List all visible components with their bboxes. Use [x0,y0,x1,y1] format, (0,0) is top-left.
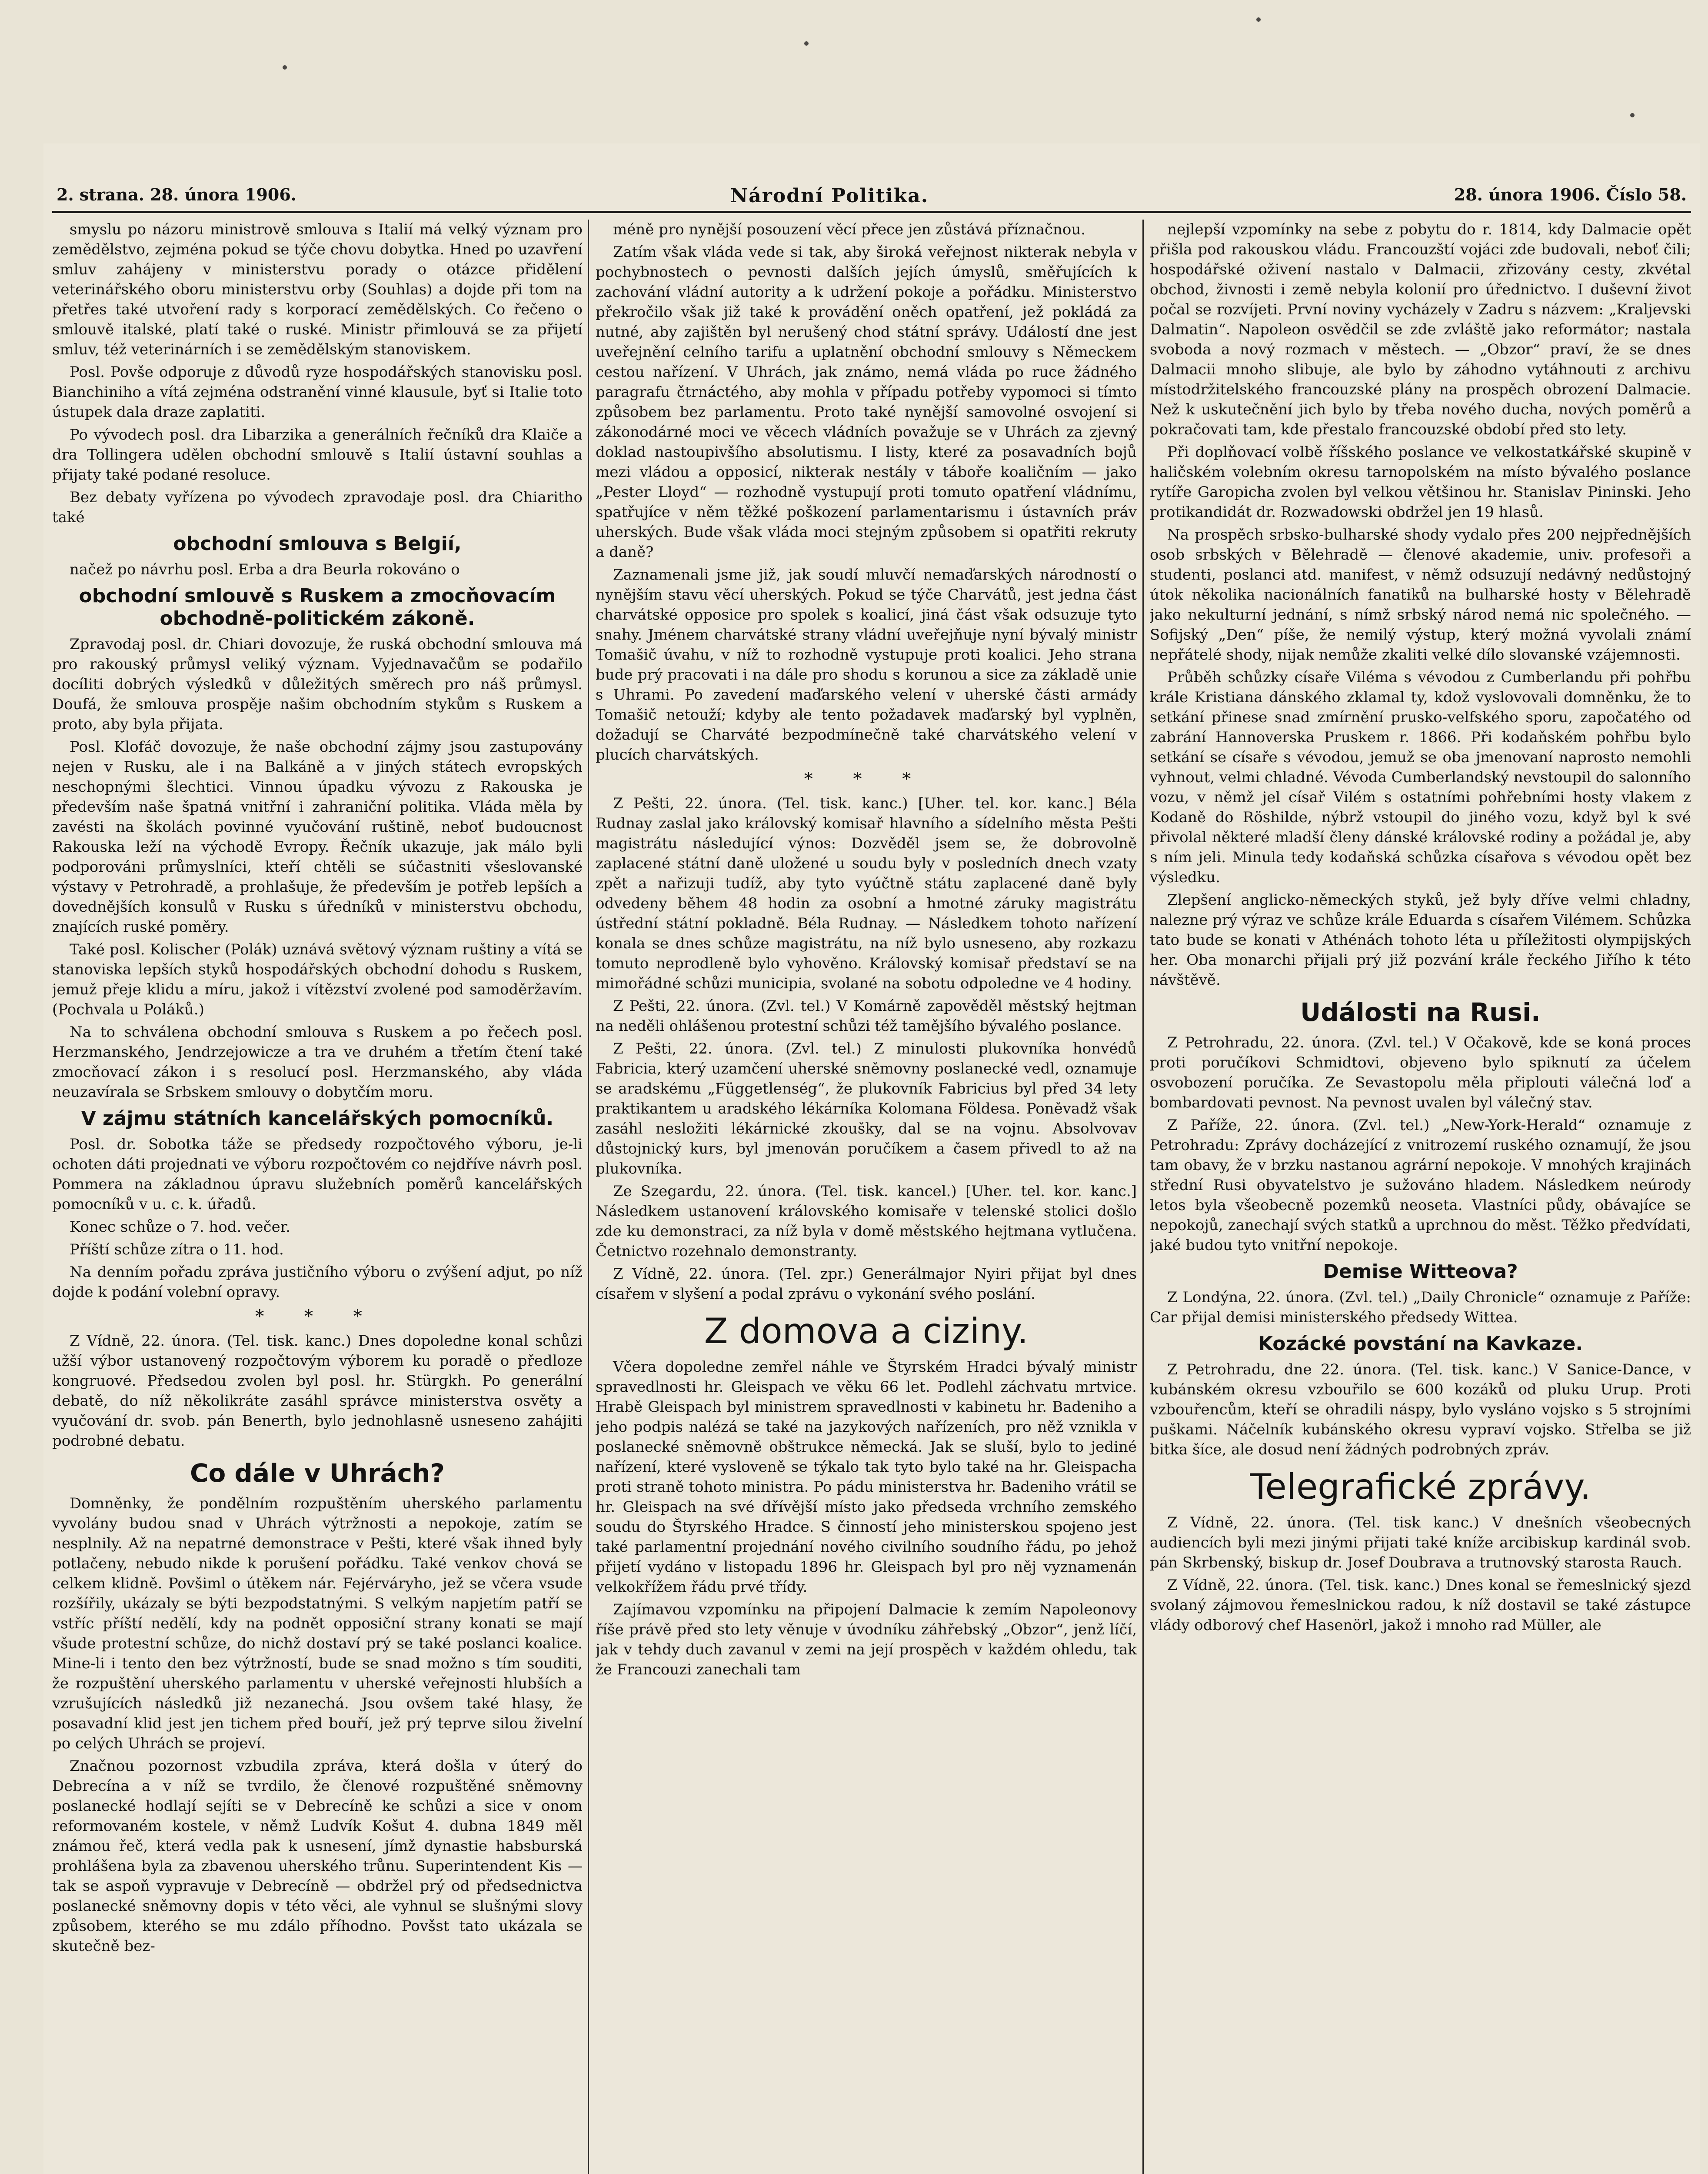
newspaper-page [43,143,1700,2174]
section-separator: * * * [255,1307,380,1327]
paragraph: Ze Szegardu, 22. února. (Tel. tisk. kancel.) [Uher. tel. kor. kanc.] Následkem ustanovení královského komisaře v telenské stolici došlo zde ku demonstraci, za níž byla v domě městského hejtmana vytlučena. Četnictvo rozehnalo demonstranty. [596,1183,1137,1260]
subheading: Kozácké povstání na Kavkaze. [1258,1333,1583,1355]
paragraph: Z Pešti, 22. února. (Zvl. tel.) V Komárně zapověděl městský hejtman na neděli ohlášenou protestní schůzi též tamějšího bývalého poslance. [596,997,1137,1035]
section-separator: * * * [804,769,929,789]
speck [804,41,809,46]
paragraph: Z Petrohradu, 22. února. (Zvl. tel.) V Očakově, kde se koná proces proti poručíkovi Schmidtovi, objeveno bylo spiknutí za účelem osvobození poručíka. Ze Sevastopolu měla připlouti válečná loď a bombardovati pevnost. Na pevnost uvalen byl válečný stav. [1150,1034,1691,1111]
subheading: obchodní smlouva s Belgií, [173,533,462,555]
paragraph: Zajímavou vzpomínku na připojení Dalmacie k zemím Napoleonovy říše právě před sto lety věnuje v úvodníku záhřebský „Obzor“, jenž líčí, jak v tehdy duch zavanul v zemi na její prospěch v každém ohledu, tak že Francouzi zanechali tam [596,1601,1137,1678]
speck [1630,113,1635,117]
column-1 [52,220,583,2174]
paragraph: Z Londýna, 22. února. (Zvl. tel.) „Daily Chronicle“ oznamuje z Paříže: Car přijal demisi ministerského předsedy Wittea. [1150,1289,1691,1326]
paragraph: Bez debaty vyřízena po vývodech zpravodaje posl. dra Chiaritho také [52,489,583,526]
article-headline: Co dále v Uhrách? [190,1458,445,1488]
article-headline: Události na Rusi. [1300,997,1541,1027]
paragraph: Posl. dr. Sobotka táže se předsedy rozpočtového výboru, je-li ochoten dáti projednati ve výboru rozpočtovém co nejdříve návrh posl. Pommera na základnou úpravu služebních poměrů kancelářských pomocníků v u. c. k. úřadů. [52,1136,583,1213]
paragraph: nejlepší vzpomínky na sebe z pobytu do r. 1814, kdy Dalmacie opět přišla pod rakouskou vládu. Francouzští vojáci zde budovali, neboť čili; hospodářské oživení nastalo v Dalmacii, zřizovány cesty, zkvétal obchod, živnosti i země nebyla kolonií pro úřednictvo. I duševní život počal se rozvíjeti. První noviny vycházely v Zadru s názvem: „Kraljevski Dalmatin“. Napoleon osvědčil se zde zvláště jako reformátor; nastala svoboda a nový rozmach v městech. — „Obzor“ praví, že se dnes Dalmacii mnoho slibuje, ale bylo by záhodno vytáhnouti z archivu místodržitelského francouzské plány na prospěch obrození Dalmacie. Než k uskutečnění jich bylo by třeba nového ducha, nových poměrů a pokračovati tam, kde přestalo francouzské období před sto lety. [1150,221,1691,438]
paragraph: Posl. Klofáč dovozuje, že naše obchodní zájmy jsou zastupovány nejen v Rusku, ale i na Balkáně a v jiných státech evropských neschopnými šlechtici. Vinnou úpadku vývozu z Rakouska je především naše špatná vnitřní i zahraniční politika. Vláda měla by zavésti na školách povinné vyučování ruštině, neboť budoucnost Rakouska leží na východě Evropy. Řečník ukazuje, jak málo byli podporováni průmyslníci, kteří chtěli se súčastniti všeslovanské výstavy v Petrohradě, a prohlašuje, že především je potřeb lepších a dovednějších konsulů v Rusku s úředníků v ministerstvu obchodu, znajících ruské poměry. [52,738,583,936]
paragraph: Při doplňovací volbě říšského poslance ve velkostatkářské skupině v haličském volebním okresu tarnopolském na místo bývalého poslance rytíře Garopicha zvolen byl velkou většinou hr. Stanislav Pininski. Jeho protikandidát dr. Rozwadowski obdržel jen 19 hlasů. [1150,443,1691,521]
paragraph: načež po návrhu posl. Erba a dra Beurla rokováno o [70,561,460,578]
paragraph: Zlepšení anglicko-německých styků, jež byly dříve velmi chladny, nalezne prý výraz ve schůze krále Eduarda s císařem Vilémem. Schůzka tato bude se konati v Athénách tohoto léta u příležitosti olympijských her. Oba monarchi přijali prý již pozvání krále řeckého Jiřího k této návštěvě. [1150,891,1691,989]
section-headline: Telegrafické zprávy. [1250,1467,1591,1507]
paragraph: Domněnky, že pondělním rozpuštěním uherského parlamentu vyvolány budou snad v Uhrách výtržnosti a nepokoje, zatím se nesplnily. Až na nepatrné demonstrace v Pešti, které však ihned byly potlačeny, nebudo nikde k porušení pořádku. Také venkov chová se celkem klidně. Povšiml o útěkem nár. Fejérváryho, jež se včera vsude rozšířily, ukázaly se býti bezpodstatnými. S velkým napjetím patří se vstříc příští nedělí, kdy na podnět opposiční strany konati se mají všude protestní schůze, do nichž dostaví prý se také poslanci koalice. Mine-li i tento den bez výtržností, bude se snad možno s tím souditi, že rozpuštění uherského parlamentu v uherské veřejnosti hlubších a vzrušujících následků již nezanechá. Jsou ovšem také hlasy, že posavadní klid jest jen tichem před bouří, jež prý teprve silou živelní po celých Uhrách se projeví. [52,1495,583,1752]
paragraph: Na prospěch srbsko-bulharské shody vydalo přes 200 nejpřednějších osob srbských v Bělehradě — členové akademie, univ. profesoři a studenti, poslanci atd. manifest, v němž odsuzují nedávný nedůstojný útok několika nacionálních fanatiků na bulharské hosty v Bělehradě jako nekulturní jednání, s nímž srbský národ nemá nic společného. — Sofijský „Den“ píše, že nemilý výstup, který možná vyvolali známí nepřátelé shody, nijak nemůže zkaliti velké dílo slovanské vzájemnosti. [1150,526,1691,664]
paragraph: Zpravodaj posl. dr. Chiari dovozuje, že ruská obchodní smlouva má pro rakouský průmysl veliký význam. Vyjednavačům se podařilo docíliti dobrých výsledků v důležitých směrech pro náš průmysl. Doufá, že smlouva prospěje našim obchodním stykům s Ruskem a proto, aby byla přijata. [52,636,583,733]
column-2 [596,220,1137,2174]
subheading: Demise Witteova? [1323,1260,1518,1283]
paragraph: Posl. Povše odporuje z důvodů ryze hospodářských stanovisku posl. Bianchiniho a vítá zejména odstranění vinné klausule, byť si Italie toto ústupek dala draze zaplatiti. [52,363,583,421]
paragraph: Včera dopoledne zemřel náhle ve Štyrském Hradci bývalý ministr spravedlnosti hr. Gleispach ve věku 66 let. Podlehl záchvatu mrtvice. Hrabě Gleispach byl ministrem spravedlnosti v kabinetu hr. Badeniho a jeho podpis nalézá se také na jazykových nařízeních, pro něž vznikla v poslanecké sněmovně obštrukce německá. Jak se sluší, bylo to jediné nařízení, které vysloveně se týkalo tak tyto bylo také na hr. Gleispacha proti straně tohoto ministra. Po pádu ministerstva hr. Badeniho vrátil se hr. Gleispach na své dřívější místo jako předseda vrchního zemského soudu do Štyrského Hradce. S činností jeho ministerskou spojeno jest také parlamentní projednání nového civilního soudního řádu, po jehož přijetí vydáno v listopadu 1896 hr. Gleispach byl pro něj vyznamenán velkokřížem řádu prvé třídy. [596,1358,1137,1596]
paragraph: Z Pešti, 22. února. (Zvl. tel.) Z minulosti plukovníka honvédů Fabricia, který uzamčení uherské sněmovny poslanecké vedl, oznamuje se aradskému „Függetlenség“, že plukovník Fabricius byl před 34 lety praktikantem u aradského lékárníka Kolomana Földesa. Poněvadž však zasáhl nesložiti lékárnické zkoušky, dal se na vojnu. Absolvovav důstojnický kurs, byl jmenován poručíkem a časem přivedl to až na plukovníka. [596,1040,1137,1177]
paragraph: smyslu po názoru ministrově smlouva s Italií má velký význam pro zemědělstvo, zejména pokud se týče chovu dobytka. Hned po uzavření smluv zahájeny v ministerstvu porady o otázce přidělení veterinářského oboru ministerstvu orby (Souhlas) a dojde při tom na přetřes také utvoření rady s korporací zemědělských. Co řečeno o smlouvě italské, platí také o ruské. Ministr přimlouvá se za přijetí smluv, též veterinárních i se zemědělským stanoviskem. [52,221,583,358]
paragraph: Z Paříže, 22. února. (Zvl. tel.) „New-York-Herald“ oznamuje z Petrohradu: Zprávy docházející z vnitrozemí ruského oznamují, že jsou tam obavy, že v brzku nastanou agrární nepokoje. V mnohých krajinách střední Rusi obyvatelstvo je sužováno hladem. Následkem neúrody letos byla všeobecně pozemků neoseta. Vlastníci půdy, obávajíce se nepokojů, zanechají svých statků a uprchnou do měst. Těžko předvídati, jaké budou tyto vnitřní nepokoje. [1150,1117,1691,1254]
speck [1256,17,1261,22]
subheading: obchodní smlouvě s Ruskem a zmocňovacím obchodně-politickém zákoně. [79,585,556,630]
section-headline: Z domova a ciziny. [704,1311,1029,1351]
page-header [52,185,1691,211]
paragraph: Zatím však vláda vede si tak, aby široká veřejnost nikterak nebyla v pochybnostech o pevnosti dalších jejích úmyslů, směřujících k zachování vládní autority a k udržení pokoje a pořádku. Ministerstvo překročilo však již také k provádění oněch opatření, jež pokládá za nutné, aby zajištěn byl nerušený chod státní správy. Událostí dne jest uveřejnění celního tarifu a uplatnění obchodní smlouvy s Německem cestou nařízení. V Uhrách, jak známo, nemá vláda po ruce žádného paragrafu čtrnáctého, aby mohla v případu potřeby vypomoci si tímto způsobem bez parlamentu. Proto také nynější samovolné osvojení si zákonodárné moci ve věcech vládních považuje se v Uhrách za zjevný doklad nastoupivšího absolutismu. I listy, které za posavadních bojů mezi vládou a opposicí, nikterak nestály v táboře koaličním — jako „Pester Lloyd“ — rozhodně vystupují proti tomuto opatření vládnímu, spatřujíce v něm těžké poškození parlamentarismu i ústavních práv uherských. Bude však vláda moci stejným způsobem si opatřiti rekruty a daně? [596,243,1137,561]
header-issue-number: 28. února 1906. Číslo 58. [1454,185,1687,204]
paragraph: Z Vídně, 22. února. (Tel. tisk kanc.) V dnešních všeobecných audiencích byli mezi jinými přijati také kníže arcibiskup kardinál svob. pán Skrbenský, biskup dr. Josef Doubrava a trutnovský starosta Rauch. [1150,1514,1691,1571]
subheading: V zájmu státních kancelářských pomocníků. [81,1107,554,1130]
paragraph: Z Petrohradu, dne 22. února. (Tel. tisk. kanc.) V Sanice-Dance, v kubánském okresu vzbouřilo se 600 kozáků od pluku Urup. Proti vzbouřencům, kteří se ohradili náspy, bylo vysláno vojsko s 5 strojními puškami. Náčelník kubánského okresu vypraví vojsko. Střelba se již bitka šíce, ale dosud není žádných podrobných zpráv. [1150,1361,1691,1458]
paragraph: Konec schůze o 7. hod. večer. [70,1218,291,1236]
speck [283,65,287,70]
paragraph: Na to schválena obchodní smlouva s Ruskem a po řečech posl. Herzmanského, Jendrzejowicze a tra ve druhém a třetím čtení také zmocňovací zákon i s resolucí posl. Herzmanského, aby vláda neuzavírala se Srbskem smlouvy o dobytčím moru. [52,1024,583,1101]
paragraph: Na denním pořadu zpráva justičního výboru o zvýšení adjut, po níž dojde k podání volební opravy. [52,1264,583,1301]
masthead-title: Národní Politika. [730,185,929,207]
header-page-date: 2. strana. 28. února 1906. [57,185,297,204]
paragraph: Také posl. Kolischer (Polák) uznává světový význam ruštiny a vítá se stanoviska lepších styků hospodářských obchodní dohodu s Ruskem, jemuž přeje klidu a míru, jakož i vítězství zvolené pod samoděržavím. (Pochvala u Poláků.) [52,941,583,1018]
column-rule [588,220,589,2174]
column-rule [1142,220,1144,2174]
paragraph: Průběh schůzky císaře Viléma s vévodou z Cumberlandu při pohřbu krále Kristiana dánského zklamal ty, kdož vyslovovali domněnku, že to setkání přinese snad zmírnění prusko-velfského sporu, započatého od zabrání Hannoverska Pruskem r. 1866. Při kodaňském pohřbu bylo setkání se císaře s vévodou, jemuž se oba jmenovaní naprosto nemohli vyhnout, velmi chladné. Vévoda Cumberlandský nevstoupil do salonního vozu, v němž jel císař Vilém s ostatními pohřebními hosty vlakem z Kodaně do Röshilde, nýbrž vstoupil do jiného vozu, když byl k své přivolal některé mladší členy dánské královské rodiny a požádal je, aby s ním jeli. Minula tedy kodaňská schůzka císařova s vévodou opět bez výsledku. [1150,669,1691,886]
paragraph: Z Pešti, 22. února. (Tel. tisk. kanc.) [Uher. tel. kor. kanc.] Béla Rudnay zaslal jako královský komisař hlavního a sídelního města Pešti magistrátu následující výnos: Dozvěděl jsem se, že dobrovolně zaplacené státní daně uložené u soudu byly v posledních dnech vzaty zpět a nařizuji tudíž, aby tyto vyúčtně státu zaplacené daně byly odvedeny během 48 hodin za osobní a hmotné záruky magistrátu ústřední státní pokladně. Béla Rudnay. — Následkem tohoto nařízení konala se dnes schůze magistrátu, na níž bylo usneseno, aby rozkazu tomuto neprodleně bylo vyhověno. Královský komisař představí se na mimořádné schůzi municipia, svolané na sobotu odpoledne ve 4 hodiny. [596,795,1137,992]
paragraph: Z Vídně, 22. února. (Tel. zpr.) Generálmajor Nyiri přijat byl dnes císařem v slyšení a podal zprávu o vykonání svého poslání. [596,1265,1137,1303]
paragraph: Z Vídně, 22. února. (Tel. tisk. kanc.) Dnes konal se řemeslnický sjezd svolaný zájmovou řemeslnickou radou, k níž dostavil se také zástupce vlády odborový chef Hasenörl, jakož i mnoho rad Müller, ale [1150,1577,1691,1634]
paragraph: Zaznamenali jsme již, jak soudí mluvčí nemaďarských národností o nynějším stavu věcí uherských. Pokud se týče Charvátů, jest jedna část charvátské opposice pro spolek s koalicí, jiná část však odsuzuje tyto snahy. Jménem charvátské strany vládní uveřejňuje nyní bývalý ministr Tomašič úvahu, v níž to rozhodně vystupuje proti koalici. Jeho strana bude prý pracovati i na dále pro shodu s korunou a sice za základě unie s Uhrami. Po zavedení maďarského velení v uherské části armády Tomašič netouží; kdyby ale tento požadavek maďarský byl vyplněn, dožadují se Charváté bezpodmínečně také charvátského velení v plucích charvátských. [596,566,1137,764]
paragraph: méně pro nynější posouzení věcí přece jen zůstává příznačnou. [613,221,1086,238]
column-3 [1150,220,1691,2174]
header-rule [52,211,1691,213]
paragraph: Značnou pozornost vzbudila zpráva, která došla v úterý do Debrecína a v níž se tvrdilo, že členové rozpuštěné sněmovny poslanecké hodlají sejíti se v Debrecíně ke schůzi a sice v onom reformovaném kostele, v němž Ludvík Košut 4. dubna 1849 měl známou řeč, která vedla pak k usnesení, jímž dynastie habsburská prohlášena byla za zbavenou uherského trůnu. Superintendent Kis — tak se aspoň vypravuje v Debrecíně — obdržel prý od předsednictva poslanecké sněmovny dopis v této věci, ale vyhnul se slušnými slovy způsobem, kterého se mu zdálo příhodno. Povšst tato ukázala se skutečně bez- [52,1757,583,1955]
paragraph: Po vývodech posl. dra Libarzika a generálních řečníků dra Klaiče a dra Tollingera udělen obchodní smlouvě s Italií ústavní souhlas a přijaty také podané resoluce. [52,426,583,483]
paragraph: Z Vídně, 22. února. (Tel. tisk. kanc.) Dnes dopoledne konal schůzi užší výbor ustanovený rozpočtovým výborem ku poradě o předloze kongruové. Předsedou zvolen byl posl. hr. Stürgkh. Po generální debatě, do níž několikráte zasáhl správce ministerstva osvěty a vyučování dr. svob. pán Benerth, bylo jednohlasně usneseno zahájiti podrobné debatu. [52,1332,583,1450]
paragraph: Příští schůze zítra o 11. hod. [70,1241,284,1258]
